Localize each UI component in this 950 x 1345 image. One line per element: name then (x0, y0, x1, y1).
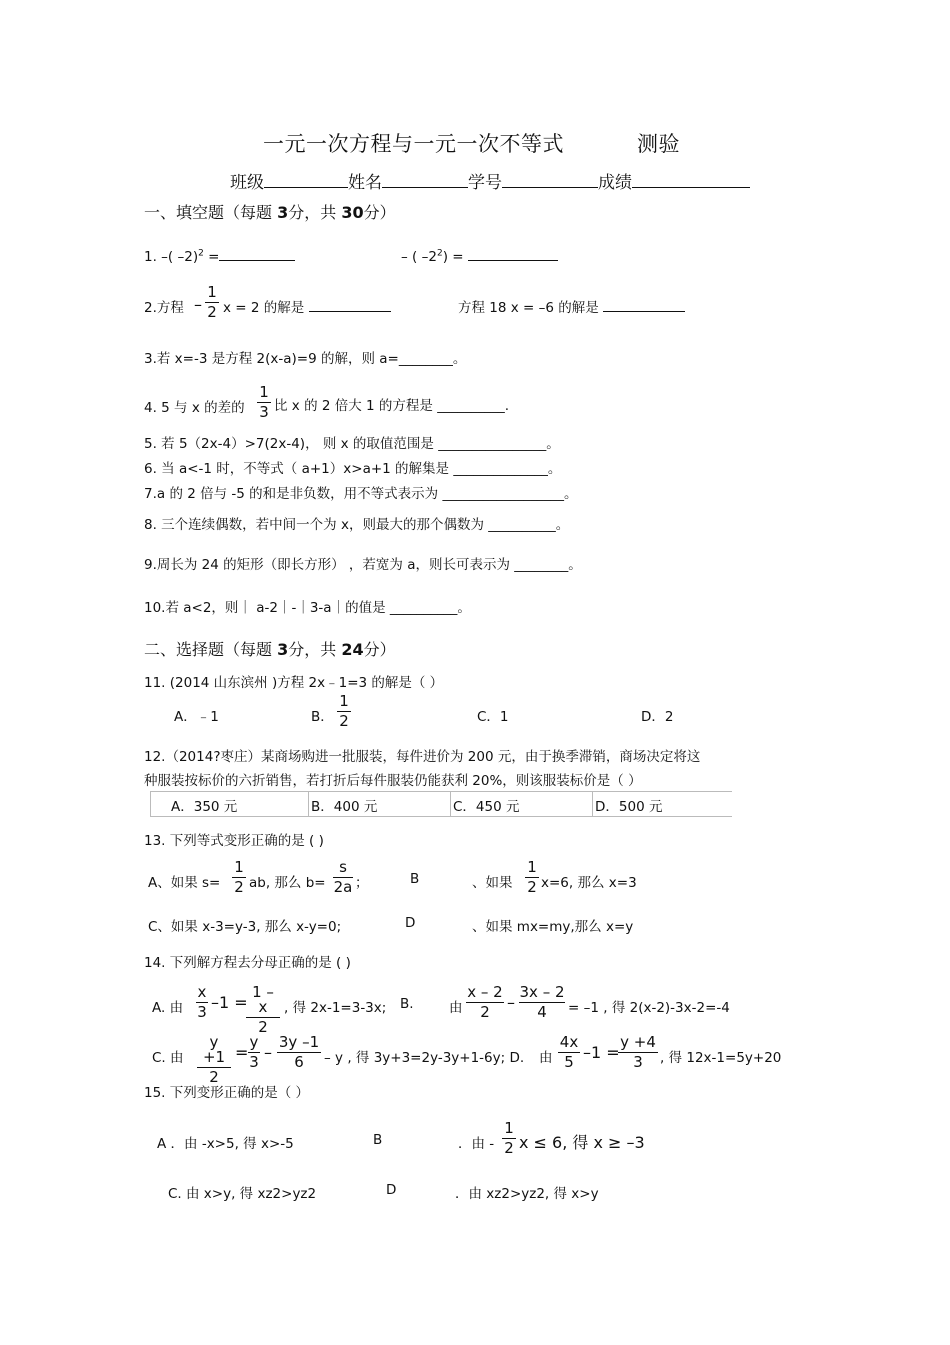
q14-a-frac1-num: x (197, 983, 207, 1001)
q14-a-end: , 得 2x-1=3-3x; (284, 1000, 387, 1016)
q1b-exponent: 2 (436, 248, 443, 259)
q12-options-table (150, 791, 732, 817)
q14-c-frac3-den: 6 (294, 1053, 304, 1071)
q11-b-numerator: 1 (339, 692, 349, 710)
q15-d-letter[interactable]: D (386, 1182, 397, 1198)
q14-c-frac3 (277, 1035, 321, 1070)
page-title-suffix: 测验 (637, 132, 680, 156)
q13-d-letter[interactable]: D (405, 915, 416, 931)
q11-option-c[interactable]: C．1 (477, 709, 509, 725)
q1b-end: ) = (442, 249, 464, 265)
q13-a-numerator: 1 (234, 858, 244, 876)
q4-start: 4. 5 与 x 的差的 (144, 400, 245, 416)
question-15-stem: 15. 下列变形正确的是（ ） (144, 1085, 310, 1101)
q14-d-end: , 得 12x-1=5y+20 (660, 1050, 782, 1066)
q12-option-b-label: B．400 元 (311, 799, 378, 815)
q14-b-letter[interactable]: B. (400, 996, 414, 1012)
q14-c-frac1 (197, 1035, 231, 1085)
number-field[interactable] (502, 173, 598, 188)
section2-prefix: 二、选择题（每题 (144, 640, 273, 659)
q12-option-d[interactable] (592, 792, 731, 816)
section-total: 30 (341, 203, 364, 222)
q14-a-frac1-den: 3 (197, 1003, 207, 1021)
q15-b-numerator: 1 (504, 1119, 514, 1137)
q14-b-minus: – (507, 993, 515, 1012)
q13-a-start: A、如果 s= (148, 875, 221, 891)
q2b-answer-blank[interactable] (603, 297, 685, 312)
q14-d-start[interactable]: 由 (539, 1050, 553, 1066)
q14-a-frac1 (196, 985, 208, 1020)
q14-a-frac2-den: 2 (258, 1018, 268, 1036)
q13-a-fraction (232, 860, 246, 895)
q2-denominator: 2 (207, 303, 217, 321)
section2-suffix: 分） (363, 640, 396, 659)
q11-option-b[interactable]: B． (311, 709, 334, 725)
q1a-exponent: 2 (198, 248, 204, 259)
score-label: 成绩 (598, 173, 632, 193)
q1a-equals: = (208, 249, 220, 265)
score-field[interactable] (632, 173, 750, 188)
q12-option-a-label: A．350 元 (171, 799, 238, 815)
question-9: 9.周长为 24 的矩形（即长方形） ，若宽为 a，则长可表示为 ________。 (144, 557, 582, 573)
q14-b-start: 由 (449, 1000, 463, 1016)
q13-b-start: 、如果 (472, 875, 513, 891)
name-field[interactable] (382, 173, 468, 188)
q14-d-frac2-num: y +4 (620, 1033, 656, 1051)
q15-b-letter[interactable]: B (373, 1132, 383, 1148)
q14-c-frac2-num: y (249, 1033, 259, 1051)
question-13-stem: 13. 下列等式变形正确的是 ( ) (144, 833, 324, 849)
q13-b-denominator: 2 (527, 878, 537, 896)
q12-option-d-label: D．500 元 (595, 799, 663, 815)
q14-c-frac1-num: y +1 (202, 1033, 226, 1066)
q12-option-c[interactable] (450, 792, 591, 816)
q13-a-2a: 2a (333, 878, 353, 896)
q4-fraction (257, 385, 271, 420)
q14-b-frac2-num: 3x – 2 (519, 983, 565, 1001)
q15-b-fraction (502, 1121, 516, 1156)
page-title: 一元一次方程与一元一次不等式 (263, 132, 564, 156)
q14-c-frac2-den: 3 (249, 1053, 259, 1071)
q15-b-start: ．由 - (458, 1136, 495, 1152)
q15-option-a[interactable]: A ．由 -x>5, 得 x>-5 (157, 1136, 294, 1152)
section-prefix: 一、填空题（每题 (144, 203, 273, 222)
question-5: 5. 若 5（2x-4）>7(2x-4)， 则 x 的取值范围是 ________________。 (144, 436, 560, 452)
q11-option-a[interactable]: A．﹣1 (174, 709, 219, 725)
q13-a-mid: ab, 那么 b= (249, 875, 326, 891)
q13-d-text: 、如果 mx=my,那么 x=y (472, 919, 634, 935)
q12-option-b[interactable] (308, 792, 449, 816)
q11-b-denominator: 2 (339, 712, 349, 730)
q13-a-end: ； (355, 875, 369, 891)
section-suffix: 分） (363, 203, 396, 222)
q2-label: 2.方程 (144, 300, 184, 316)
q15-b-denominator: 2 (504, 1139, 514, 1157)
q14-d-frac2 (618, 1035, 658, 1070)
q15-b-end: x ≤ 6, 得 x ≥ –3 (519, 1133, 645, 1152)
q12-option-c-label: C．450 元 (453, 799, 520, 815)
class-field[interactable] (264, 173, 348, 188)
q1b-answer-blank[interactable] (468, 246, 558, 261)
section-points: 3 (277, 203, 289, 222)
q14-d-mid: –1 = (583, 1043, 620, 1062)
q14-a-frac2-num: 1 – x (252, 983, 274, 1016)
q2-rest-text: x = 2 的解是 (223, 300, 305, 316)
section-fill-in-heading (144, 200, 396, 223)
q13-a-denominator: 2 (234, 878, 244, 896)
section-mid: 分，共 (288, 203, 337, 222)
q4-denominator: 3 (259, 403, 269, 421)
q14-c-start[interactable]: C. 由 (152, 1050, 184, 1066)
section2-mid: 分，共 (288, 640, 337, 659)
question-14-stem: 14. 下列解方程去分母正确的是 ( ) (144, 955, 351, 971)
q1a-answer-blank[interactable] (219, 246, 295, 261)
section-choice-heading (144, 637, 396, 660)
q14-b-frac1-den: 2 (480, 1003, 490, 1021)
q14-c-eq: = (235, 1043, 249, 1062)
q2a-answer-blank[interactable] (309, 297, 391, 312)
question-12-line2: 种服装按标价的六折销售，若打折后每件服装仍能获利 20%，则该服装标价是（ ） (144, 773, 642, 789)
q14-d-frac1-num: 4x (559, 1033, 579, 1051)
question-11-stem: 11. (2014 山东滨州 )方程 2x﹣1=3 的解是（ ） (144, 675, 444, 691)
q2b-equation: 18 x = –6 的解是 (489, 300, 599, 316)
header-fields (230, 168, 750, 193)
q14-b-frac2-den: 4 (537, 1003, 547, 1021)
q14-b-frac2 (519, 985, 565, 1020)
q13-b-fraction (525, 860, 539, 895)
q13-a-s: s (339, 858, 347, 876)
q12-option-a[interactable] (150, 792, 291, 816)
q4-numerator: 1 (259, 383, 269, 401)
question-1a (144, 246, 295, 265)
q14-b-end: = –1 , 得 2(x-2)-3x-2=-4 (568, 1000, 730, 1016)
q1b-expr: – ( –2 (401, 249, 437, 265)
q14-d-frac1-den: 5 (564, 1053, 574, 1071)
q14-d-frac1 (558, 1035, 580, 1070)
question-1b (401, 246, 558, 265)
q14-c-frac3-num: 3y –1 (278, 1033, 320, 1051)
q13-b-numerator: 1 (527, 858, 537, 876)
q14-c-frac2 (248, 1035, 260, 1070)
q2-part-b (458, 296, 685, 316)
q14-a-frac2 (246, 985, 280, 1035)
q14-c-minus: – (264, 1043, 272, 1062)
q2-rest (223, 296, 391, 316)
question-7: 7.a 的 2 倍与 -5 的和是非负数，用不等式表示为 __________________。 (144, 486, 578, 502)
q14-d-frac2-den: 3 (633, 1053, 643, 1071)
q11-b-fraction (337, 694, 351, 729)
q2-numerator: 1 (207, 283, 217, 301)
q4-rest: 比 x 的 2 倍大 1 的方程是 __________. (274, 398, 509, 414)
q2-fraction (205, 285, 219, 320)
section2-total: 24 (341, 640, 364, 659)
q14-a-start[interactable]: A. 由 (152, 1000, 184, 1016)
q1a-expr: 1. –( –2) (144, 249, 199, 265)
q14-c-frac1-den: 2 (209, 1068, 219, 1086)
question-6: 6. 当 a<-1 时，不等式（ a+1）x>a+1 的解集是 ______________。 (144, 461, 562, 477)
q15-option-c[interactable]: C. 由 x>y, 得 xz2>yz2 (168, 1186, 317, 1202)
q14-b-frac1 (466, 985, 504, 1020)
q13-b-letter[interactable]: B (410, 871, 420, 887)
q2b-label: 方程 (458, 300, 485, 316)
name-label: 姓名 (348, 173, 382, 193)
q13-a-fraction2 (333, 860, 353, 895)
q13-option-c[interactable]: C、如果 x-3=y-3, 那么 x-y=0; (148, 919, 342, 935)
q14-a-mid: –1 = (211, 993, 248, 1012)
question-3: 3.若 x=-3 是方程 2(x-a)=9 的解，则 a=________。 (144, 351, 467, 367)
q2-sign: – (194, 295, 202, 314)
section2-points: 3 (277, 640, 289, 659)
q14-b-frac1-num: x – 2 (467, 983, 503, 1001)
q14-c-end: – y , 得 3y+3=2y-3y+1-6y; D. (324, 1050, 525, 1066)
q15-d-text: ．由 xz2>yz2, 得 x>y (455, 1186, 599, 1202)
class-label: 班级 (230, 173, 264, 193)
question-8: 8. 三个连续偶数，若中间一个为 x，则最大的那个偶数为 __________。 (144, 517, 570, 533)
q11-option-d[interactable]: D．2 (641, 709, 674, 725)
q13-b-end: x=6, 那么 x=3 (541, 875, 637, 891)
question-12-line1: 12.（2014?枣庄）某商场购进一批服装，每件进价为 200 元，由于换季滞销，商场决定将这 (144, 749, 701, 765)
question-10: 10.若 a<2，则｜ a-2｜-｜3-a｜的值是 __________。 (144, 600, 471, 616)
number-label: 学号 (468, 173, 502, 193)
